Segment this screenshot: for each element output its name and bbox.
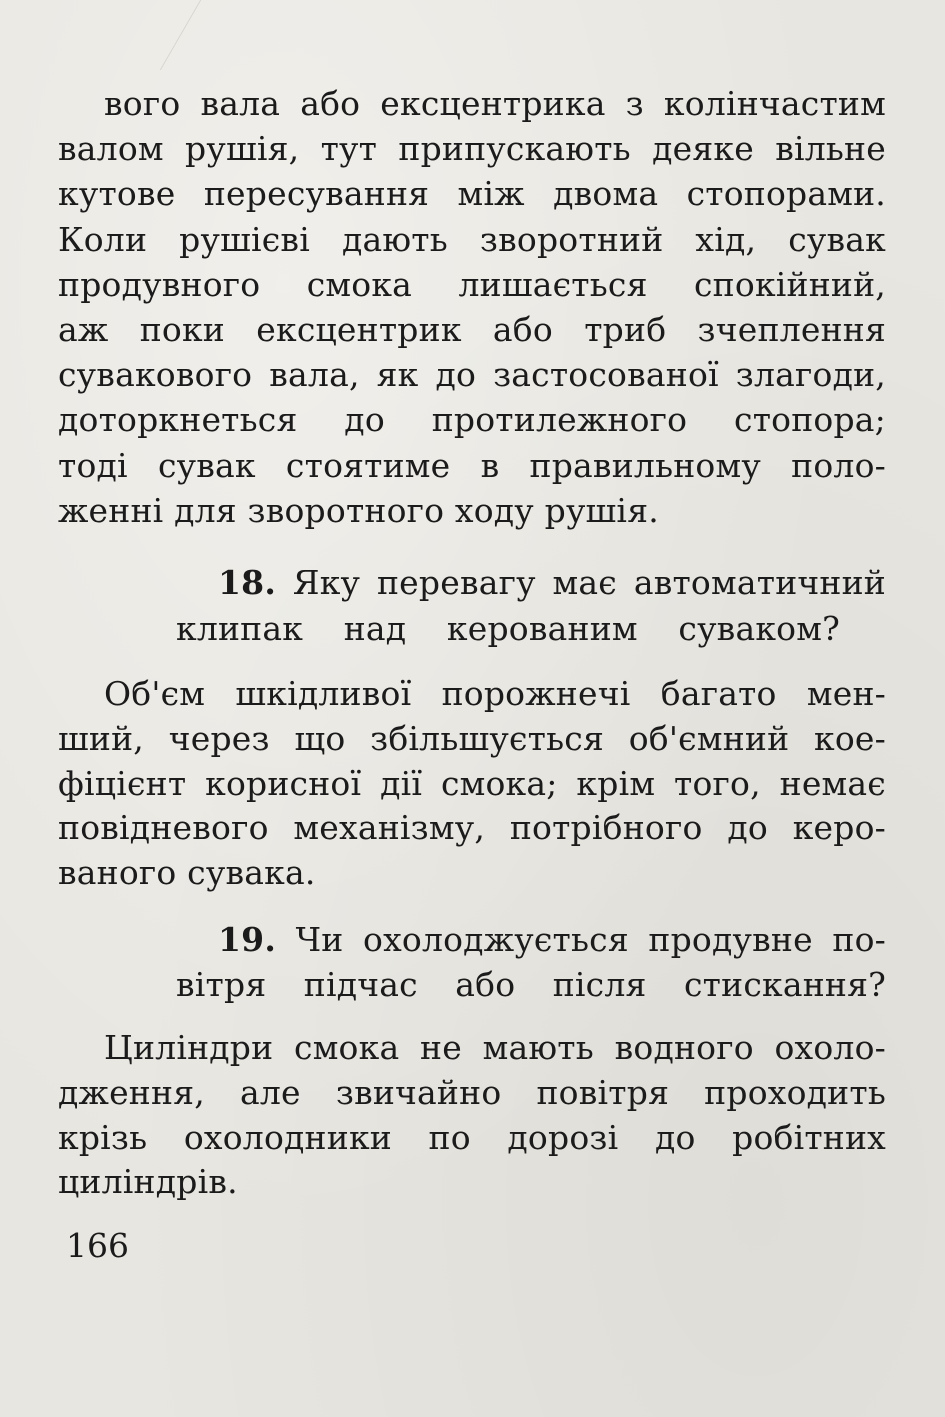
question-line: вітря підчас або після стискання? bbox=[176, 965, 886, 1004]
text-line: женні для зворотного ходу рушія. bbox=[58, 491, 659, 530]
question-text: Чи охолоджується продувне по- bbox=[295, 920, 886, 959]
text-line: аж поки ексцентрик або триб зчеплення bbox=[58, 310, 886, 349]
text-line: доторкнеться до протилежного стопора; bbox=[58, 400, 886, 439]
question-number: 19. bbox=[218, 920, 277, 959]
question-line bbox=[218, 920, 886, 960]
text-line: ший, через що збільшується об'ємний кое- bbox=[58, 719, 886, 758]
text-line: крізь охолодники по дорозі до робітних bbox=[58, 1118, 886, 1157]
text-line: тоді сувак стоятиме в правильному поло- bbox=[58, 446, 886, 485]
question-line: клипак над керованим суваком? bbox=[176, 609, 840, 648]
text-line: Коли рушієві дають зворотний хід, сувак bbox=[58, 220, 886, 259]
text-line: вого вала або ексцентрика з колінчастим bbox=[104, 84, 886, 123]
text-line: Циліндри смока не мають водного охоло- bbox=[104, 1028, 886, 1067]
text-line: валом рушія, тут припускають деяке вільне bbox=[58, 129, 886, 168]
text-line: Об'єм шкідливої порожнечі багато мен- bbox=[104, 674, 886, 713]
page-crease bbox=[100, 0, 201, 70]
text-line: ваного сувака. bbox=[58, 853, 316, 892]
text-line: циліндрів. bbox=[58, 1162, 238, 1201]
text-line: повідневого механізму, потрібного до керо- bbox=[58, 808, 886, 847]
question-number: 18. bbox=[218, 563, 277, 602]
question-line bbox=[218, 563, 886, 603]
text-line: фіцієнт корисної дії смока; крім того, немає bbox=[58, 764, 886, 803]
page-number: 166 bbox=[66, 1226, 129, 1265]
text-line: дження, але звичайно повітря проходить bbox=[58, 1073, 886, 1112]
question-text: Яку перевагу має автоматичний bbox=[292, 563, 886, 602]
text-line: продувного смока лишається спокійний, bbox=[58, 265, 886, 304]
text-line: кутове пересування між двома стопорами. bbox=[58, 174, 886, 213]
text-line: сувакового вала, як до застосованої злагоди, bbox=[58, 355, 886, 394]
